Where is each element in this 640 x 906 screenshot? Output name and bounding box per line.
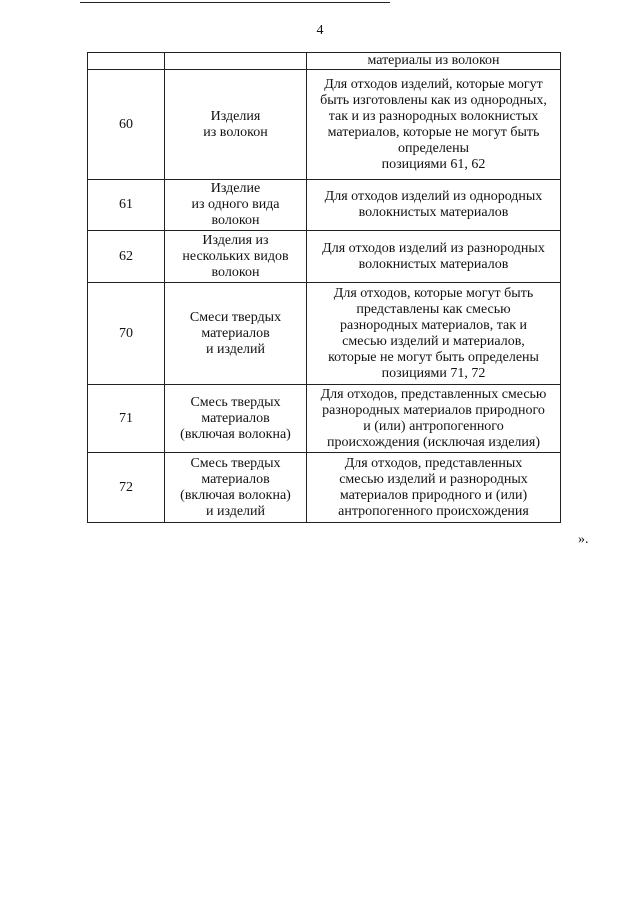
name-cell <box>165 180 307 231</box>
name-line: волокон <box>211 264 260 280</box>
description-cell <box>307 231 561 283</box>
description-line: так и из разнородных волокнистых <box>328 108 539 124</box>
name-cell <box>165 385 307 453</box>
name-line: из одного вида <box>191 197 280 212</box>
name-line: Смеси твердых <box>189 309 282 325</box>
name-line: и изделий <box>205 341 266 357</box>
description-cell <box>307 180 561 231</box>
name-cell <box>165 53 307 70</box>
name-line: Смесь твердых <box>190 394 281 410</box>
description-line: материалов природного и (или) <box>339 487 528 503</box>
description-cell <box>307 453 561 523</box>
name-line: (включая волокна) <box>180 487 291 503</box>
description-line: происхождения (исключая изделия) <box>326 434 541 450</box>
name-line: материалов <box>201 325 270 341</box>
table-row <box>88 453 561 523</box>
name-line: нескольких видов <box>182 248 289 264</box>
description-line: позициями 71, 72 <box>381 365 486 381</box>
description-line: волокнистых материалов <box>358 205 509 220</box>
name-cell <box>165 70 307 180</box>
description-line: и (или) антропогенного <box>363 418 504 434</box>
description-line: определены <box>398 140 469 156</box>
code-cell: 71 <box>88 385 165 453</box>
code-cell: 61 <box>88 180 165 231</box>
description-line: Для отходов, представленных <box>344 455 523 471</box>
description-line: Для отходов, представленных смесью <box>320 386 547 402</box>
description-line: волокнистых материалов <box>358 256 509 272</box>
name-line: материалов <box>201 471 270 487</box>
table-row <box>88 53 561 70</box>
description-cell <box>307 70 561 180</box>
description-line: Для отходов изделий из однородных <box>324 189 543 204</box>
name-line: Смесь твердых <box>190 455 281 471</box>
table-row <box>88 283 561 385</box>
description-line: антропогенного происхождения <box>338 503 529 519</box>
description-line: представлены как смесью <box>356 301 511 317</box>
name-line: Изделия из <box>202 232 269 248</box>
page-number: 4 <box>316 23 324 38</box>
code-cell: 72 <box>88 453 165 523</box>
name-line: Изделия <box>210 108 261 124</box>
waste-classification-table <box>87 52 561 523</box>
table-row <box>88 385 561 453</box>
description-cell <box>307 53 561 70</box>
code-cell: 62 <box>88 231 165 283</box>
name-cell <box>165 453 307 523</box>
description-line: смесью изделий и разнородных <box>339 471 528 487</box>
description-line: материалы из волокон <box>367 53 500 68</box>
name-line: волокон <box>211 213 260 228</box>
description-line: материалов, которые не могут быть <box>327 124 540 140</box>
description-cell <box>307 385 561 453</box>
name-cell <box>165 231 307 283</box>
name-line: и изделий <box>205 503 266 519</box>
table-row <box>88 70 561 180</box>
description-line: Для отходов изделий из разнородных <box>322 240 545 256</box>
top-rule <box>80 2 390 3</box>
table-row <box>88 231 561 283</box>
description-line: Для отходов, которые могут быть <box>333 285 534 301</box>
closing-quote: ». <box>578 532 589 547</box>
description-line: разнородных материалов природного <box>322 402 545 418</box>
code-cell: 60 <box>88 70 165 180</box>
name-line: материалов <box>201 410 270 426</box>
name-line: Изделие <box>210 181 261 196</box>
table-body <box>88 53 561 523</box>
table-row <box>88 180 561 231</box>
description-line: разнородных материалов, так и <box>339 317 528 333</box>
description-cell <box>307 283 561 385</box>
name-line: из волокон <box>203 124 268 140</box>
code-cell: 70 <box>88 283 165 385</box>
description-line: которые не могут быть определены <box>328 349 539 365</box>
name-line: (включая волокна) <box>180 426 291 442</box>
description-line: Для отходов изделий, которые могут <box>324 76 543 92</box>
code-cell <box>88 53 165 70</box>
name-cell <box>165 283 307 385</box>
description-line: быть изготовлены как из однородных, <box>320 92 547 108</box>
description-line: позициями 61, 62 <box>381 156 486 172</box>
description-line: смесью изделий и материалов, <box>342 333 525 349</box>
